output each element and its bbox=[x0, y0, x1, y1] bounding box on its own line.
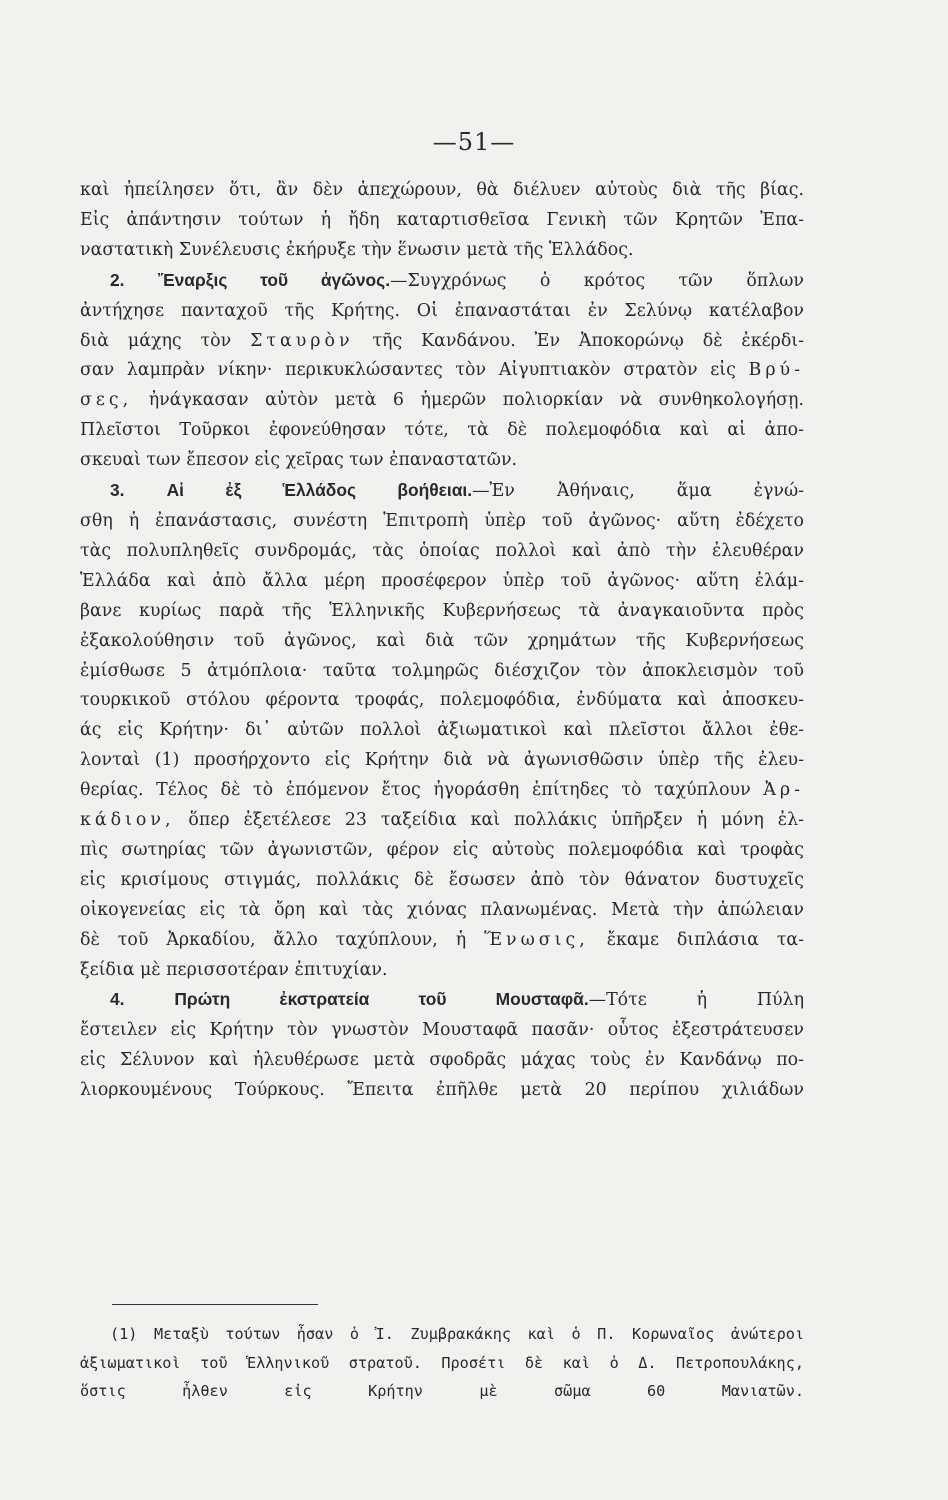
text-line: ἀντήχησε πανταχοῦ τῆς Κρήτης. Οἱ ἐπαναστάται ἐν Σελύνῳ κατέλαβον bbox=[80, 300, 804, 321]
text-line: ἔστειλεν εἰς Κρήτην τὸν γνωστὸν Μουσταφᾶ πασᾶν· οὗτος ἐξεστράτευσεν bbox=[80, 1020, 804, 1041]
text-line: σθη ἡ ἐπανάστασις, συνέστη Ἐπιτροπὴ ὑπὲρ τοῦ ἀγῶνος· αὕτη ἐδέχετο bbox=[80, 510, 804, 531]
text-line: τουρκικοῦ στόλου φέροντα τροφάς, πολεμοφόδια, ἐνδύματα καὶ ἀποσκευ- bbox=[80, 690, 804, 711]
text-line: τὰς πολυπληθεῖς συνδρομάς, τὰς ὁποίας πολλοὶ καὶ ἀπὸ τὴν ἐλευθέραν bbox=[80, 540, 804, 561]
text-fragment: —Συγχρόνως ὁ κρότος τῶν ὅπλων bbox=[390, 270, 805, 291]
emphasized-place-name: Βρύ- bbox=[748, 360, 804, 381]
text-line: καὶ ἠπείλησεν ὅτι, ἂν δὲν ἀπεχώρουν, θὰ διέλυεν αὐτοὺς διὰ τῆς βίας. bbox=[80, 180, 804, 200]
text-line: Πλεῖστοι Τοῦρκοι ἐφονεύθησαν τότε, τὰ δὲ πολεμοφόδια καὶ αἱ ἀπο- bbox=[80, 420, 804, 441]
text-line: εἰς Σέλυνον καὶ ἠλευθέρωσε μετὰ σφοδρᾶς μάχας τοὺς ἐν Κανδάνῳ πο- bbox=[80, 1050, 804, 1071]
text-line: οἰκογενείας εἰς τὰ ὄρη καὶ τὰς χιόνας πλανωμένας. Μετὰ τὴν ἀπώλειαν bbox=[80, 899, 804, 920]
section-title: Πρώτη ἐκστρατεία τοῦ Μουσταφᾶ. bbox=[174, 989, 589, 1010]
text-line bbox=[80, 776, 804, 806]
text-line bbox=[80, 386, 804, 416]
text-line: ξείδια μὲ περισσοτέραν ἐπιτυχίαν. bbox=[80, 959, 388, 980]
section-title: Ἔναρξις τοῦ ἀγῶνος. bbox=[157, 269, 391, 290]
section-title: Αἱ ἐξ Ἑλλάδος βοήθειαι. bbox=[166, 480, 473, 501]
emphasized-ship-name: Ἀρ- bbox=[763, 780, 804, 801]
section-heading-3 bbox=[80, 476, 804, 507]
section-number: 4. bbox=[110, 989, 125, 1010]
text-line: βανε κυρίως παρὰ τῆς Ἑλληνικῆς Κυβερνήσεως τὰ ἀναγκαιοῦντα πρὸς bbox=[80, 600, 804, 621]
text-line: σκευαὶ των ἔπεσον εἰς χεῖρας των ἐπαναστατῶν. bbox=[80, 450, 518, 471]
text-line bbox=[80, 926, 804, 956]
section-heading-2 bbox=[80, 266, 804, 297]
text-line: άς εἰς Κρήτην· δι᾽ αὐτῶν πολλοὶ ἀξιωματικοὶ καὶ πλεῖστοι ἄλλοι ἐθε- bbox=[80, 720, 804, 741]
text-line: Ἑλλάδα καὶ ἀπὸ ἄλλα μέρη προσέφερον ὑπὲρ τοῦ ἀγῶνος· αὕτη ἐλάμ- bbox=[80, 570, 804, 591]
text-line: πὶς σωτηρίας τῶν ἀγωνιστῶν, φέρον εἰς αὐτοὺς πολεμοφόδια καὶ τροφὰς bbox=[80, 839, 804, 860]
text-line: ναστατικὴ Συνέλευσις ἐκήρυξε τὴν ἕνωσιν μετὰ τῆς Ἑλλάδος. bbox=[80, 239, 634, 260]
footnote-line: ἀξιωματικοὶ τοῦ Ἑλληνικοῦ στρατοῦ. Προσέτι δὲ καὶ ὁ Δ. Πετροπουλάκης, bbox=[80, 1353, 804, 1372]
section-number: 3. bbox=[110, 480, 125, 501]
text-line: λιορκουμένους Τούρκους. Ἔπειτα ἐπῆλθε μετὰ 20 περίπου χιλιάδων bbox=[80, 1080, 804, 1101]
text-line bbox=[80, 327, 804, 357]
text-fragment: δὲ τοῦ Ἀρκαδίου, ἄλλο ταχύπλουν, ἡ bbox=[80, 929, 467, 950]
text-fragment: —Τότε ἡ Πύλη bbox=[588, 990, 804, 1011]
text-fragment: —Ἐν Ἀθήναις, ἅμα ἐγνώ- bbox=[472, 481, 804, 502]
text-fragment: θερίας. Τέλος δὲ τὸ ἑπόμενον ἔτος ἠγοράσθη ἐπίτηδες τὸ ταχύπλουν bbox=[80, 780, 751, 801]
text-line: Εἰς ἀπάντησιν τούτων ἡ ἤδη καταρτισθεῖσα Γενικὴ τῶν Κρητῶν Ἐπα- bbox=[80, 209, 804, 230]
text-line: ἐμίσθωσε 5 ἀτμόπλοια· ταῦτα τολμηρῶς διέσχιζον τὸν ἀποκλεισμὸν τοῦ bbox=[80, 660, 804, 681]
emphasized-ship-name: Ἕνωσις, bbox=[484, 929, 589, 950]
emphasized-ship-name: κάδιον, bbox=[80, 810, 175, 831]
text-line: λονταὶ (1) προσήρχοντο εἰς Κρήτην διὰ νὰ ἀγωνισθῶσιν ὑπὲρ τῆς ἐλευ- bbox=[80, 750, 804, 771]
emphasized-place-name: Σταυρὸν bbox=[250, 330, 354, 351]
emphasized-place-name: σες, bbox=[80, 390, 133, 411]
text-fragment: ἠνάγκασαν αὐτὸν μετὰ 6 ἡμερῶν πολιορκίαν νὰ συνθηκολογήσῃ. bbox=[148, 390, 804, 411]
text-fragment: ὅπερ ἐξετέλεσε 23 ταξείδια καὶ πολλάκις ὑπῆρξεν ἡ μόνη ἐλ- bbox=[188, 810, 804, 831]
text-line: εἰς κρισίμους στιγμάς, πολλάκις δὲ ἔσωσεν ἀπὸ τὸν θάνατον δυστυχεῖς bbox=[80, 869, 804, 890]
footnote-line: (1) Μεταξὺ τούτων ἦσαν ὁ Ἰ. Ζυμβρακάκης καὶ ὁ Π. Κορωναῖος ἀνώτεροι bbox=[110, 1325, 804, 1343]
footnote-line: ὅστις ἦλθεν εἰς Κρήτην μὲ σῶμα 60 Μανιατῶν. bbox=[80, 1382, 804, 1400]
main-text bbox=[80, 176, 804, 1106]
footnote-divider bbox=[112, 1304, 318, 1305]
page-number: —51— bbox=[432, 128, 516, 156]
text-fragment: τῆς Κανδάνου. Ἐν Ἀποκορώνῳ δὲ ἐκέρδι- bbox=[372, 330, 804, 351]
text-line: ἐξακολούθησιν τοῦ ἀγῶνος, καὶ διὰ τῶν χρημάτων τῆς Κυβερνήσεως bbox=[80, 630, 804, 651]
section-number: 2. bbox=[110, 269, 125, 290]
footnote bbox=[80, 1320, 804, 1406]
text-line bbox=[80, 806, 804, 836]
text-line bbox=[80, 356, 804, 386]
text-fragment: σαν λαμπρὰν νίκην· περικυκλώσαντες τὸν Αἰγυπτιακὸν στρατὸν εἰς bbox=[80, 360, 736, 381]
text-fragment: ἔκαμε διπλάσια τα- bbox=[606, 929, 804, 950]
section-heading-4 bbox=[80, 985, 804, 1016]
text-fragment: διὰ μάχης τὸν bbox=[80, 330, 232, 351]
